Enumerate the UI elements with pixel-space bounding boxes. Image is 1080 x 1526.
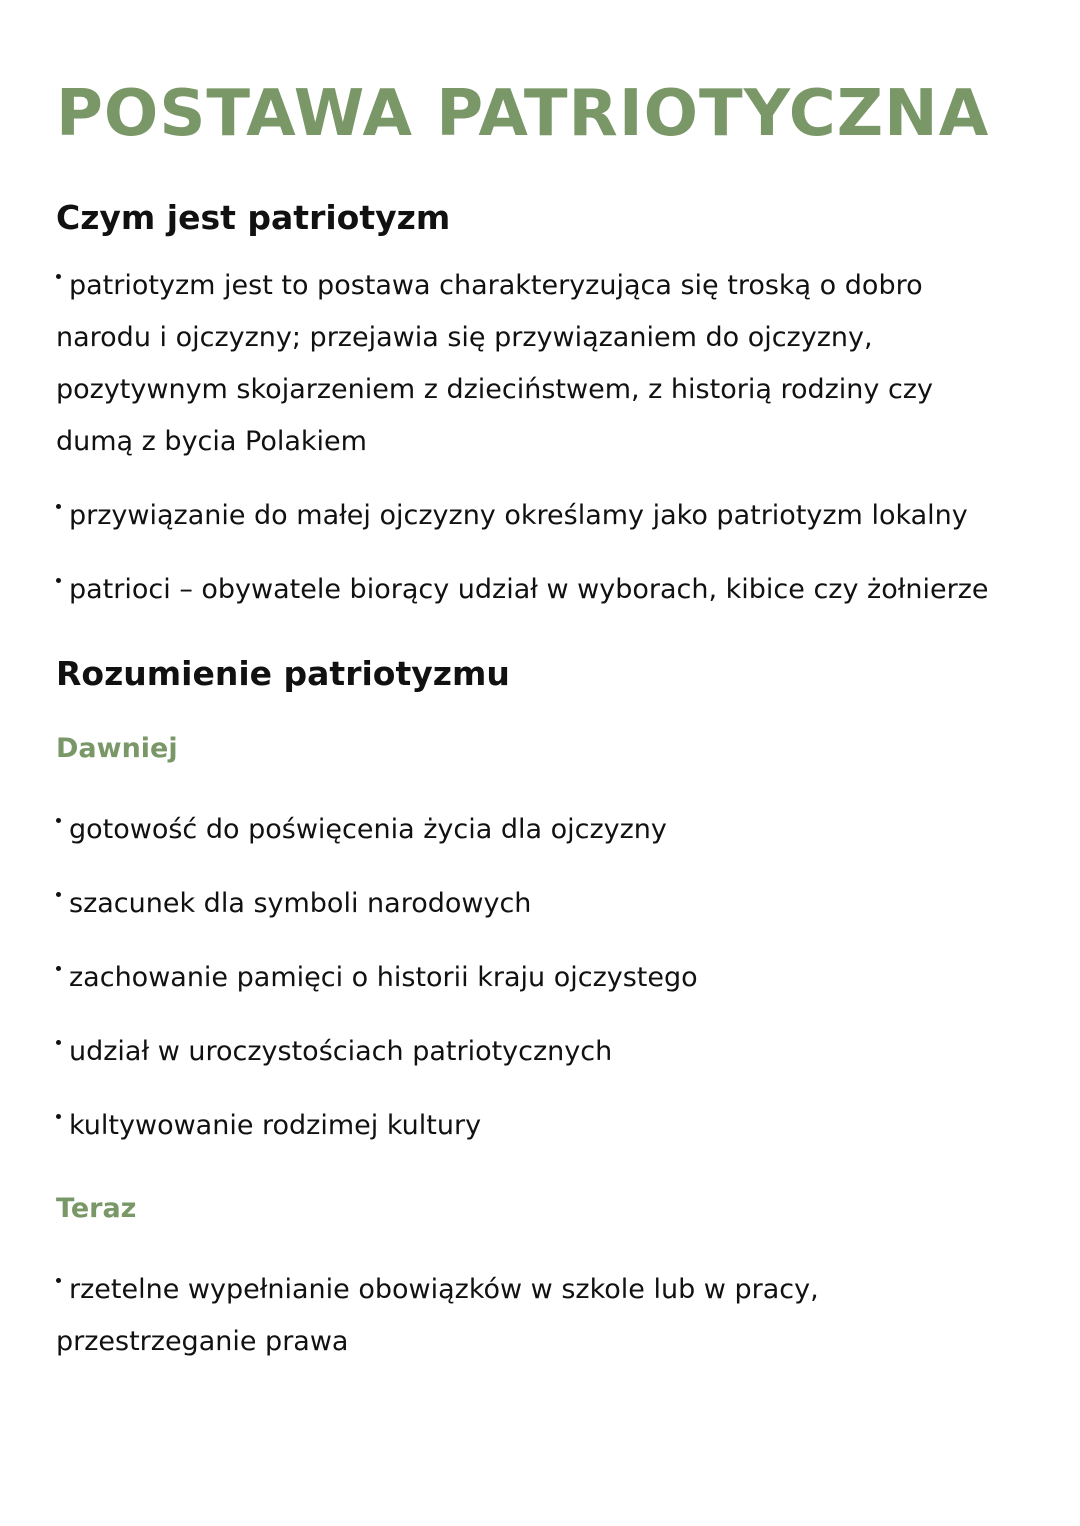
bullet-icon [56,578,61,583]
bullet-icon [56,274,61,279]
list-item-text: patrioci – obywatele biorący udział w wyborach, kibice czy żołnierze [69,574,989,605]
bullet-icon [56,504,61,509]
list-item [56,490,1016,542]
bullet-icon [56,1114,61,1119]
list-item-text: patriotyzm jest to postawa charakteryzująca się troską o dobro narodu i ojczyzny; przejawia się przywiązaniem do ojczyzny, pozytywnym skojarzeniem z dzieciństwem, z historią rodziny czy dumą z bycia Polakiem [56,270,933,457]
list-item-text: przywiązanie do małej ojczyzny określamy jako patriotyzm lokalny [69,500,968,531]
list-item [56,878,1016,930]
bullet-icon [56,966,61,971]
bullet-icon [56,1040,61,1045]
list-item [56,952,1016,1004]
list-item-text: zachowanie pamięci o historii kraju ojczystego [69,962,698,993]
document-page [56,78,1016,1368]
list-item [56,1026,1016,1078]
section-heading-understanding-patriotism: Rozumienie patriotyzmu [56,654,510,693]
list-item-text: udział w uroczystościach patriotycznych [69,1036,613,1067]
list-item [56,260,1016,468]
list-item-text: gotowość do poświęcenia życia dla ojczyzny [69,814,667,845]
subheading-past: Dawniej [56,733,178,764]
bullet-icon [56,892,61,897]
page-title: POSTAWA PATRIOTYCZNA [56,77,990,151]
bullet-icon [56,1278,61,1283]
list-item [56,804,1016,856]
list-item-text: kultywowanie rodzimej kultury [69,1110,482,1141]
list-item [56,1264,1016,1368]
list-item-text: szacunek dla symboli narodowych [69,888,532,919]
section-heading-what-is-patriotism: Czym jest patriotyzm [56,198,451,237]
list-item [56,564,1016,616]
list-item-text: rzetelne wypełnianie obowiązków w szkole lub w pracy, przestrzeganie prawa [56,1274,819,1357]
subheading-now: Teraz [56,1193,137,1224]
bullet-icon [56,818,61,823]
list-item [56,1100,1016,1152]
